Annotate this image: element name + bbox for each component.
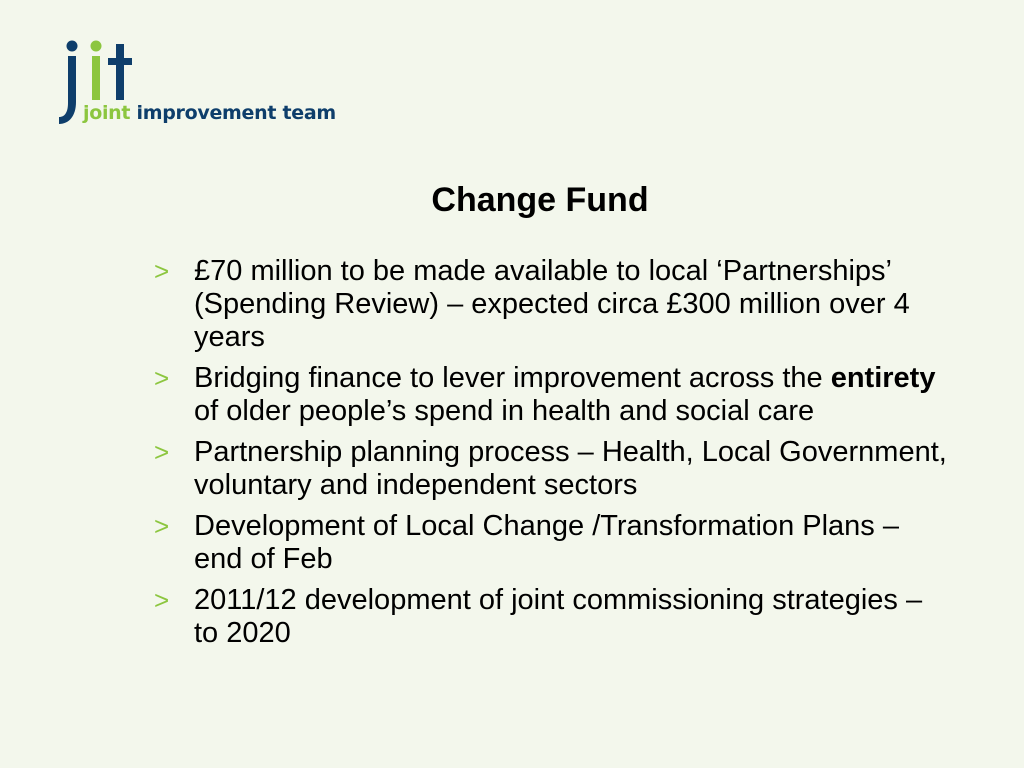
bullet-item	[152, 255, 952, 354]
bullet-text: £70 million to be made available to local ‘Partnerships’ (Spending Review) – expected circa £300 million over 4 years	[194, 255, 910, 353]
bullet-marker-icon: >	[154, 437, 170, 467]
bullet-item	[152, 510, 952, 576]
bullet-text: 2011/12 development of joint commissioning strategies – to 2020	[194, 584, 923, 649]
bullet-marker-icon: >	[154, 511, 170, 541]
bullet-item	[152, 362, 952, 428]
jit-logo	[58, 40, 358, 132]
bullet-text-emphasis: entirety	[830, 362, 936, 394]
bullet-marker-icon: >	[154, 585, 170, 615]
bullet-marker-icon: >	[154, 256, 170, 286]
logo-word-joint: joint	[83, 102, 131, 124]
bullet-list	[152, 255, 952, 658]
bullet-item	[152, 436, 952, 502]
bullet-marker-icon: >	[154, 363, 170, 393]
bullet-item	[152, 584, 952, 650]
bullet-text: Partnership planning process – Health, Local Government, voluntary and independent sectors	[194, 436, 947, 501]
bullet-text: Development of Local Change /Transformation Plans – end of Feb	[194, 510, 899, 575]
logo-word-improvement-team: improvement team	[136, 102, 336, 124]
bullet-text-pre: Bridging finance to lever improvement across the	[194, 362, 831, 394]
logo-wordmark	[83, 104, 336, 123]
bullet-text-post: of older people’s spend in health and social care	[194, 395, 815, 427]
slide-title: Change Fund	[431, 181, 649, 219]
